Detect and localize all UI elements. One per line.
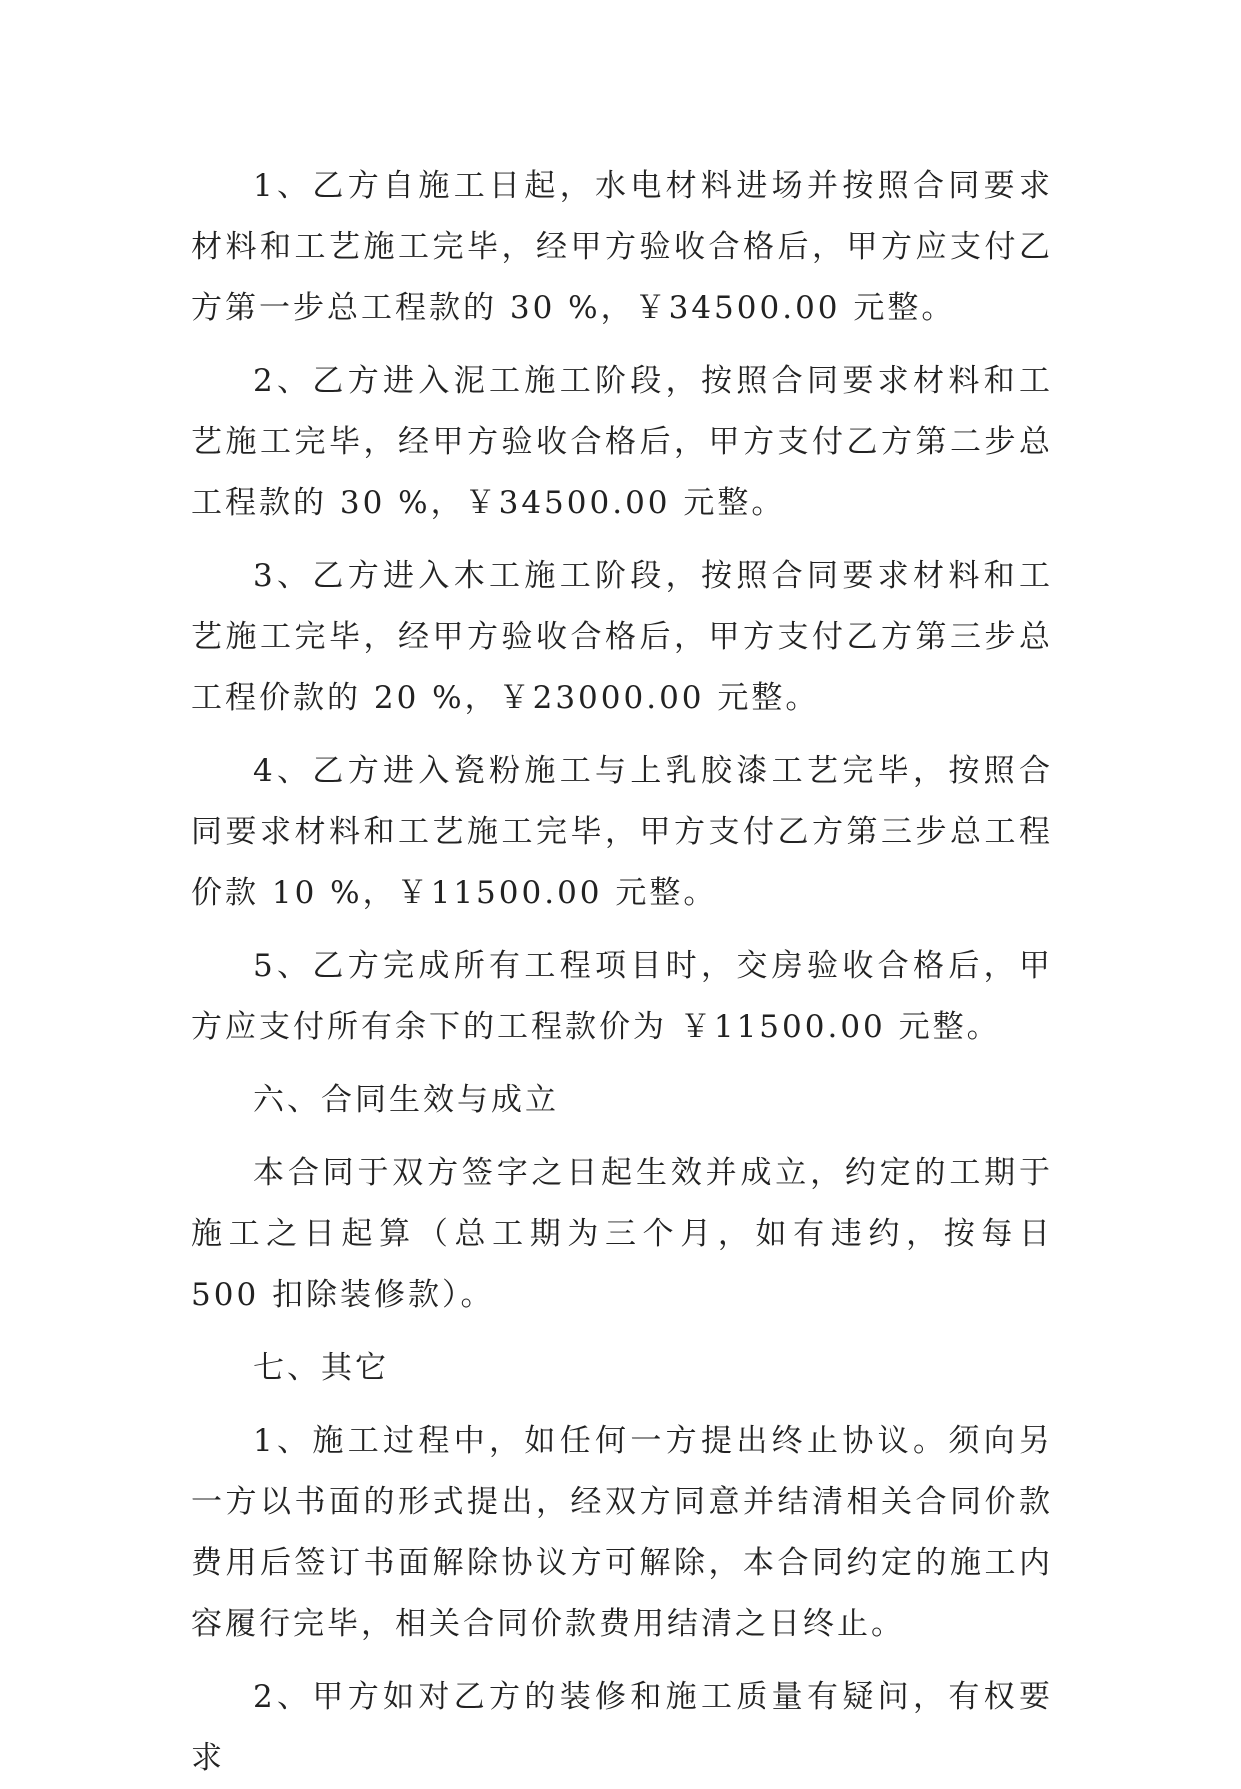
payment-clause-3: 3、乙方进入木工施工阶段，按照合同要求材料和工艺施工完毕，经甲方验收合格后，甲方支付乙方第三步总工程价款的 20 %，￥23000.00 元整。 [191, 558, 1053, 716]
payment-clause-2: 2、乙方进入泥工施工阶段，按照合同要求材料和工艺施工完毕，经甲方验收合格后，甲方支付乙方第二步总工程款的 30 %，￥34500.00 元整。 [191, 363, 1053, 521]
payment-clause-5: 5、乙方完成所有工程项目时，交房验收合格后，甲方应支付所有余下的工程款价为 ￥11500.00 元整。 [191, 948, 1053, 1045]
effectiveness-clause: 本合同于双方签字之日起生效并成立，约定的工期于施工之日起算（总工期为三个月，如有违约，按每日 500 扣除装修款）。 [191, 1155, 1053, 1313]
other-clause-1: 1、施工过程中，如任何一方提出终止协议。须向另一方以书面的形式提出，经双方同意并结清相关合同价款费用后签订书面解除协议方可解除，本合同约定的施工内容履行完毕，相关合同价款费用结清之日终止。 [191, 1423, 1053, 1642]
payment-clause-1: 1、乙方自施工日起，水电材料进场并按照合同要求材料和工艺施工完毕，经甲方验收合格后，甲方应支付乙方第一步总工程款的 30 %，￥34500.00 元整。 [191, 168, 1053, 326]
payment-clause-4: 4、乙方进入瓷粉施工与上乳胶漆工艺完毕，按照合同要求材料和工艺施工完毕，甲方支付乙方第三步总工程价款 10 %，￥11500.00 元整。 [191, 753, 1053, 911]
section-heading-other: 七、其它 [253, 1350, 389, 1386]
document-body [191, 156, 1053, 1789]
section-heading-effectiveness: 六、合同生效与成立 [253, 1082, 559, 1118]
other-clause-2: 2、甲方如对乙方的装修和施工质量有疑问，有权要求 [191, 1679, 1053, 1776]
